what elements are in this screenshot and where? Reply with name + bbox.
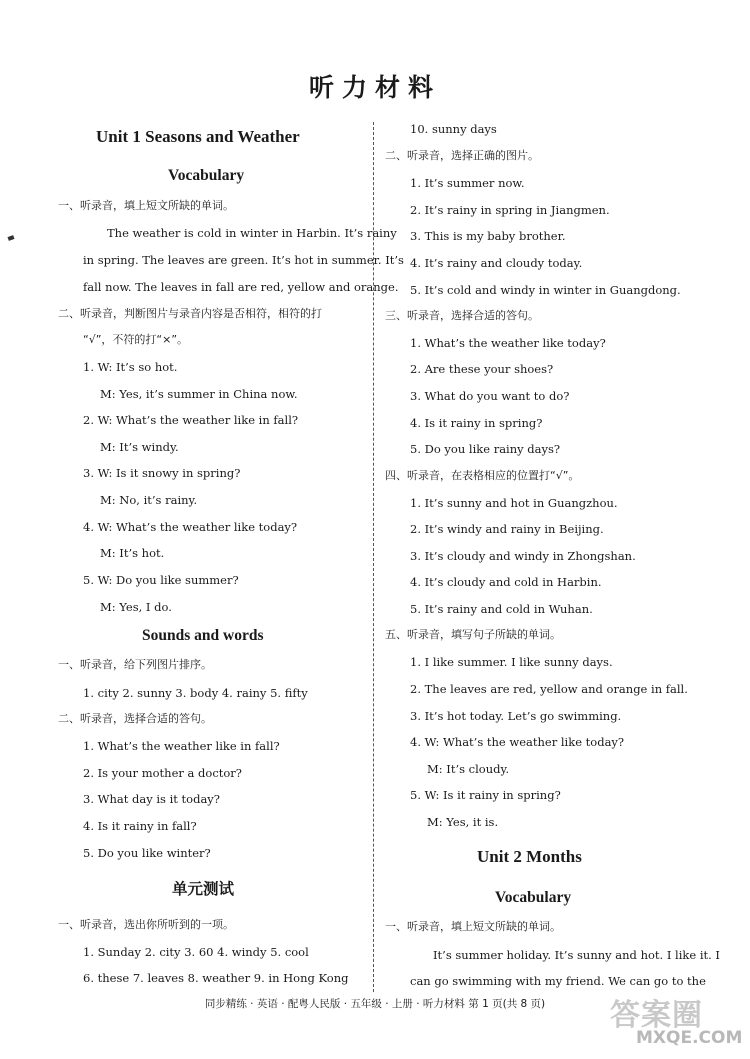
dialogue-line: 2. W: What’s the weather like in fall? — [83, 413, 299, 427]
instruction: “√”，不符的打“×”。 — [83, 333, 189, 346]
question: 3. What do you want to do? — [410, 389, 570, 403]
question: 5. Do you like winter? — [83, 846, 211, 860]
question: 2. Is your mother a doctor? — [83, 766, 242, 780]
question: 4. It’s rainy and cloudy today. — [410, 256, 583, 270]
passage-line: in spring. The leaves are green. It’s hot in summer. It’s — [83, 253, 404, 267]
instruction: 二、听录音，选择正确的图片。 — [385, 149, 539, 162]
question: 10. sunny days — [410, 122, 497, 136]
dialogue-line: 1. W: It’s so hot. — [83, 360, 178, 374]
dialogue-line: M: Yes, I do. — [100, 600, 172, 614]
dialogue-line: M: Yes, it’s summer in China now. — [100, 387, 298, 401]
instruction: 二、听录音，选择合适的答句。 — [58, 712, 212, 725]
unit-test-heading: 单元测试 — [172, 880, 235, 898]
word-list: 1. city 2. sunny 3. body 4. rainy 5. fifty — [83, 686, 308, 700]
question: 1. What’s the weather like today? — [410, 336, 606, 350]
question: 4. It’s cloudy and cold in Harbin. — [410, 575, 602, 589]
sounds-words-heading: Sounds and words — [142, 627, 264, 644]
instruction: 三、听录音，选择合适的答句。 — [385, 309, 539, 322]
page-title: 听力材料 — [308, 73, 441, 102]
scan-mark — [7, 235, 14, 241]
vocabulary-heading: Vocabulary — [168, 167, 245, 184]
question: 5. It’s rainy and cold in Wuhan. — [410, 602, 593, 616]
instruction: 一、听录音，选出你所听到的一项。 — [58, 918, 234, 931]
passage-line: fall now. The leaves in fall are red, yellow and orange. — [83, 280, 399, 294]
page-footer: 同步精练 · 英语 · 配粤人民版 · 五年级 · 上册 · 听力材料 第 1 页(共 8 页) — [204, 998, 546, 1010]
question: 4. Is it rainy in fall? — [83, 819, 197, 833]
passage-line: The weather is cold in winter in Harbin. It’s rainy — [107, 226, 397, 240]
watermark-url: MXQE.COM — [636, 1028, 743, 1048]
question: 2. It’s rainy in spring in Jiangmen. — [410, 203, 610, 217]
question: 1. It’s sunny and hot in Guangzhou. — [410, 496, 618, 510]
dialogue-line: M: It’s windy. — [100, 440, 179, 454]
question: 5. It’s cold and windy in winter in Guangdong. — [410, 283, 681, 297]
dialogue-line: 5. W: Do you like summer? — [83, 573, 239, 587]
dialogue-line: 4. W: What’s the weather like today? — [410, 735, 625, 749]
dialogue-line: 4. W: What’s the weather like today? — [83, 520, 298, 534]
unit1-heading: Unit 1 Seasons and Weather — [96, 127, 300, 146]
instruction: 一、听录音，填上短文所缺的单词。 — [58, 199, 234, 212]
vocabulary-heading: Vocabulary — [495, 889, 572, 906]
instruction: 二、听录音，判断图片与录音内容是否相符，相符的打 — [58, 307, 322, 320]
question: 3. What day is it today? — [83, 792, 220, 806]
question: 2. The leaves are red, yellow and orange in fall. — [410, 682, 688, 696]
question: 5. Do you like rainy days? — [410, 442, 561, 456]
watermark-logo: 答案圈 — [610, 998, 703, 1033]
question: 3. This is my baby brother. — [410, 229, 566, 243]
dialogue-line: M: Yes, it is. — [427, 815, 499, 829]
question: 2. Are these your shoes? — [410, 362, 554, 376]
question: 2. It’s windy and rainy in Beijing. — [410, 522, 604, 536]
question: 1. What’s the weather like in fall? — [83, 739, 280, 753]
dialogue-line: M: No, it’s rainy. — [100, 493, 198, 507]
instruction: 一、听录音，填上短文所缺的单词。 — [385, 920, 561, 933]
instruction: 四、听录音，在表格相应的位置打“√”。 — [385, 469, 580, 482]
dialogue-line: 3. W: Is it snowy in spring? — [83, 466, 241, 480]
instruction: 五、听录音，填写句子所缺的单词。 — [385, 628, 561, 641]
question: 3. It’s cloudy and windy in Zhongshan. — [410, 549, 636, 563]
question: 1. I like summer. I like sunny days. — [410, 655, 613, 669]
passage-line: It’s summer holiday. It’s sunny and hot. I like it. I — [433, 948, 720, 962]
passage-line: can go swimming with my friend. We can go to the — [410, 974, 706, 988]
question: 3. It’s hot today. Let’s go swimming. — [410, 709, 622, 723]
word-list: 6. these 7. leaves 8. weather 9. in Hong Kong — [83, 971, 349, 985]
unit2-heading: Unit 2 Months — [477, 847, 582, 866]
question: 4. Is it rainy in spring? — [410, 416, 543, 430]
dialogue-line: M: It’s hot. — [100, 546, 165, 560]
dialogue-line: 5. W: Is it rainy in spring? — [410, 788, 561, 802]
question: 1. It’s summer now. — [410, 176, 525, 190]
dialogue-line: M: It’s cloudy. — [427, 762, 510, 776]
word-list: 1. Sunday 2. city 3. 60 4. windy 5. cool — [83, 945, 309, 959]
instruction: 一、听录音，给下列图片排序。 — [58, 658, 212, 671]
